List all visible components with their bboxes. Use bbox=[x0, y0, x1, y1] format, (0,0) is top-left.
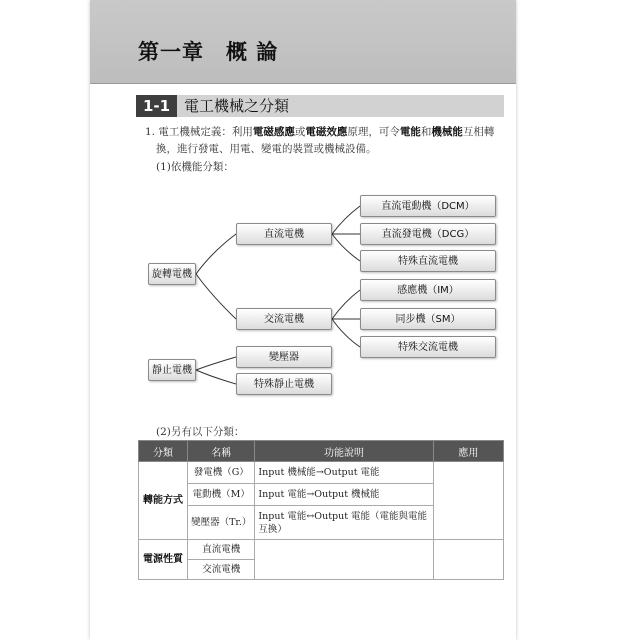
node-induction-machine: 感應機（IM） bbox=[360, 279, 496, 301]
header-name: 名稱 bbox=[188, 441, 255, 462]
connector-ac-special bbox=[332, 319, 360, 347]
cell-function: Input 電能→Output 機械能 bbox=[255, 484, 433, 506]
connector-rotating-ac bbox=[196, 274, 236, 319]
node-special-dc: 特殊直流電機 bbox=[360, 250, 496, 272]
classification-table bbox=[138, 440, 504, 580]
table-header-row bbox=[139, 441, 504, 462]
table-row bbox=[139, 540, 504, 560]
node-transformer: 變壓器 bbox=[236, 346, 332, 368]
connector-dc-special bbox=[332, 234, 360, 261]
chapter-title: 第一章 概 論 bbox=[138, 40, 279, 64]
node-rotating-machine: 旋轉電機 bbox=[148, 263, 196, 285]
node-special-ac: 特殊交流電機 bbox=[360, 336, 496, 358]
connector-static-transformer bbox=[196, 357, 236, 370]
cell-function: Input 電能↔Output 電能（電能與電能互換） bbox=[255, 506, 433, 540]
cell-name: 交流電機 bbox=[188, 560, 255, 580]
cell-application bbox=[433, 462, 503, 540]
section-title: 電工機械之分類 bbox=[184, 97, 290, 115]
subheading-other-classification: (2)另有以下分類： bbox=[156, 426, 245, 438]
group-power-source: 電源性質 bbox=[139, 540, 188, 580]
section-number: 1-1 bbox=[136, 95, 177, 117]
header-function: 功能說明 bbox=[255, 441, 433, 462]
term-electromagnetic-induction: 電磁感應 bbox=[252, 126, 295, 138]
table-row bbox=[139, 462, 504, 484]
node-dc-generator: 直流發電機（DCG） bbox=[360, 223, 496, 245]
subheading-function-classification: (1)依機能分類： bbox=[156, 161, 234, 173]
node-static-machine: 靜止電機 bbox=[148, 359, 196, 381]
definition-line-1: 1. 電工機械定義：利用電磁感應或電磁效應原理，可令電能和機械能互相轉 bbox=[145, 126, 495, 138]
definition-line-2: 換，進行發電、用電、變電的裝置或機械設備。 bbox=[156, 143, 377, 155]
group-energy-conversion: 轉能方式 bbox=[139, 462, 188, 540]
term-electromagnetic-effect: 電磁效應 bbox=[305, 126, 348, 138]
term-mechanical-energy: 機械能 bbox=[431, 126, 463, 138]
node-ac-machine: 交流電機 bbox=[236, 308, 332, 330]
node-synchronous-machine: 同步機（SM） bbox=[360, 308, 496, 330]
cell-function: Input 機械能→Output 電能 bbox=[255, 462, 433, 484]
cell-application bbox=[433, 540, 503, 580]
connector-ac-im bbox=[332, 290, 360, 319]
node-special-static: 特殊靜止電機 bbox=[236, 373, 332, 395]
header-category: 分類 bbox=[139, 441, 188, 462]
connector-rotating-dc bbox=[196, 234, 236, 274]
cell-name: 直流電機 bbox=[188, 540, 255, 560]
node-dc-motor: 直流電動機（DCM） bbox=[360, 195, 496, 217]
cell-name: 發電機（G） bbox=[188, 462, 255, 484]
header-application: 應用 bbox=[433, 441, 503, 462]
term-electric-energy: 電能 bbox=[399, 126, 421, 138]
connector-static-special bbox=[196, 370, 236, 384]
connector-dc-dcm bbox=[332, 206, 360, 234]
cell-name: 電動機（M） bbox=[188, 484, 255, 506]
cell-name: 變壓器（Tr.） bbox=[188, 506, 255, 540]
cell-function bbox=[255, 540, 433, 580]
node-dc-machine: 直流電機 bbox=[236, 223, 332, 245]
